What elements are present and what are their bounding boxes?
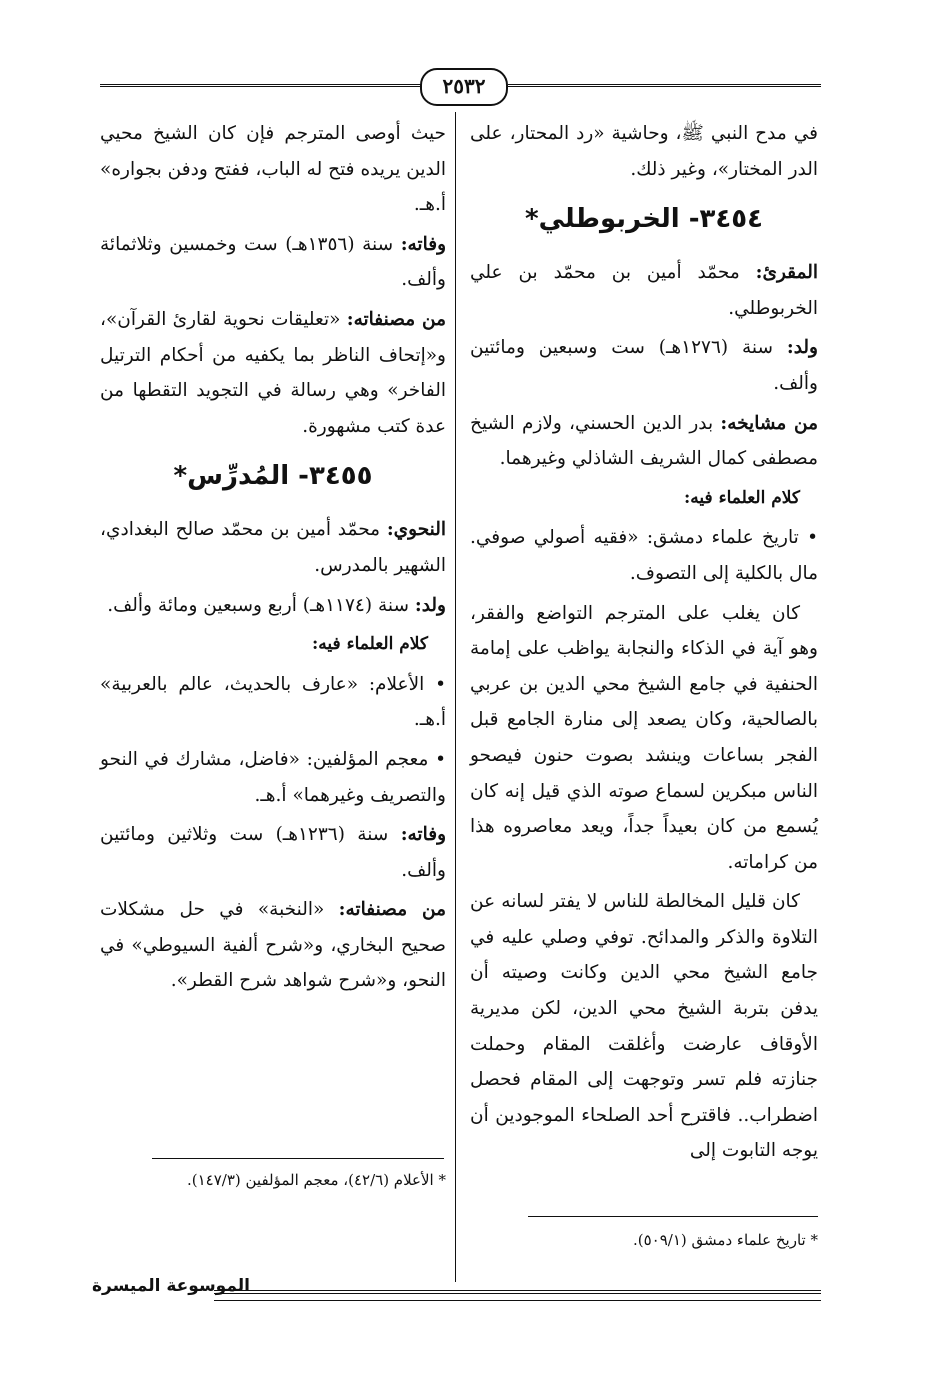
shaykhs-line — [470, 406, 818, 477]
muqri-line — [470, 255, 818, 326]
paragraph-1: كان يغلب على المترجم التواضع والفقر، وهو آية في الذكاء والنجابة يواظب على إمامة الحنفية في جامع الشيخ محي الدين بن عربي بالصالحية، وكان يصعد إلى منارة الجامع قبل الفجر بساعات وينشد بصوت حنون فيصحو الناس مبكرين لسماع صوته الذي قيل إنه كان يُسمع من كان بعيداً جداً، ويعد معاصروه هذا من كراماته. — [470, 602, 818, 873]
bottom-rule-thin — [214, 1300, 821, 1301]
nahwi-label: النحوي: — [386, 519, 446, 541]
death-label: وفاته: — [400, 233, 446, 255]
works-text-2: «النخبة» في حل مشكلات صحيح البخاري، و«شرح ألفية السيوطي» في النحو، و«شرح شواهد شرح القطر». — [100, 899, 446, 992]
death-line — [100, 227, 446, 298]
paragraph-2: كان قليل المخالطة للناس لا يفتر لسانه عن التلاوة والذكر والمدائح. توفي وصلي عليه في جامع الشيخ محي الدين وكانت وصيته أن يدفن بتربة الشيخ محي الدين، لكن مديرية الأوقاف عارضت وأغلقت المقام وحملت جنازته فلم تسر وتوجهت إلى المقام فحصل اضطراب.. فاقترح أحد الصلحاء الموجودين أن يوجه التابوت إلى — [470, 891, 818, 1162]
quote-alam: • الأعلام: «عارف بالحديث، عالم بالعربية» أ.هـ. — [100, 673, 446, 731]
born-text-2: سنة (١١٧٤هـ) أربع وسبعين ومائة وألف. — [107, 594, 409, 616]
footnote-rule-left — [152, 1158, 444, 1159]
born-line-2 — [100, 588, 446, 624]
muqri-label: المقرئ: — [755, 262, 818, 284]
works-text: «تعليقات نحوية لقارئ القرآن»، و«إتحاف الناظر بما يكفيه من أحكام الترتيل الفاخر» وهي رسالة في التجويد التقطها من عدة كتب مشهورة. — [100, 308, 446, 437]
works-line — [100, 302, 446, 444]
born-line — [470, 330, 818, 401]
works-label-2: من مصنفاته: — [338, 899, 447, 921]
right-column — [470, 116, 818, 1173]
works-line-2 — [100, 892, 446, 999]
born-label: ولد: — [786, 337, 818, 359]
footnote-rule-right — [528, 1216, 818, 1217]
top-rule-left — [100, 84, 425, 87]
born-text: سنة (١٢٧٦هـ) ست وسبعين ومائتين وألف. — [470, 337, 818, 394]
top-rule-right — [508, 84, 821, 87]
quote-mujam: • معجم المؤلفين: «فاضل، مشارك في النحو والتصريف وغيرهما» أ.هـ. — [100, 748, 446, 806]
footnote-left: * الأعلام (٤٢/٦)، معجم المؤلفين (١٤٧/٣). — [186, 1171, 446, 1189]
intro-text: في مدح النبي ﷺ، وحاشية «رد المحتار، على الدر المختار»، وغير ذلك. — [470, 123, 818, 180]
born-label-2: ولد: — [414, 594, 446, 616]
death-line-2 — [100, 817, 446, 888]
footnote-right: * تاريخ علماء دمشق (٥٠٩/١). — [633, 1231, 818, 1249]
scholars-heading-2: كلام العلماء فيه: — [312, 634, 428, 655]
page-number: ٢٥٣٢ — [420, 68, 508, 106]
death-text-2: سنة (١٢٣٦هـ) ست وثلاثين ومائتين وألف. — [100, 824, 446, 881]
works-label: من مصنفاته: — [346, 308, 446, 330]
shaykhs-label: من مشايخه: — [720, 412, 818, 434]
left-column — [100, 116, 446, 1003]
muqri-text: محمّد أمين بن محمّد بن علي الخربوطلي. — [470, 262, 818, 319]
column-divider — [455, 112, 456, 1282]
nahwi-line — [100, 512, 446, 583]
scholars-heading: كلام العلماء فيه: — [684, 487, 800, 508]
death-text: سنة (١٣٥٦هـ) ست وخمسين وثلاثمائة وألف. — [100, 233, 446, 291]
bottom-rule — [214, 1290, 821, 1294]
death-label-2: وفاته: — [400, 824, 446, 846]
shaykhs-text: بدر الدين الحسني، ولازم الشيخ مصطفى كمال الشريف الشاذلي وغيرهما. — [470, 412, 818, 470]
series-title: الموسوعة الميسرة — [92, 1276, 250, 1296]
quote-damascus: • تاريخ علماء دمشق: «فقيه أصولي صوفي. مال بالكلية إلى التصوف. — [470, 527, 818, 584]
nahwi-text: محمّد أمين بن محمّد صالح البغدادي، الشهير بالمدرس. — [100, 519, 446, 576]
continuation-text: حيث أوصى المترجم فإن كان الشيخ محيي الدين يريده فتح له الباب، ففتح ودفن بجواره» أ.هـ. — [100, 123, 446, 216]
entry-heading-3455: ٣٤٥٥- المُدرِّس* — [173, 461, 373, 492]
entry-heading-3454: ٣٤٥٤- الخربوطلي* — [525, 204, 763, 235]
